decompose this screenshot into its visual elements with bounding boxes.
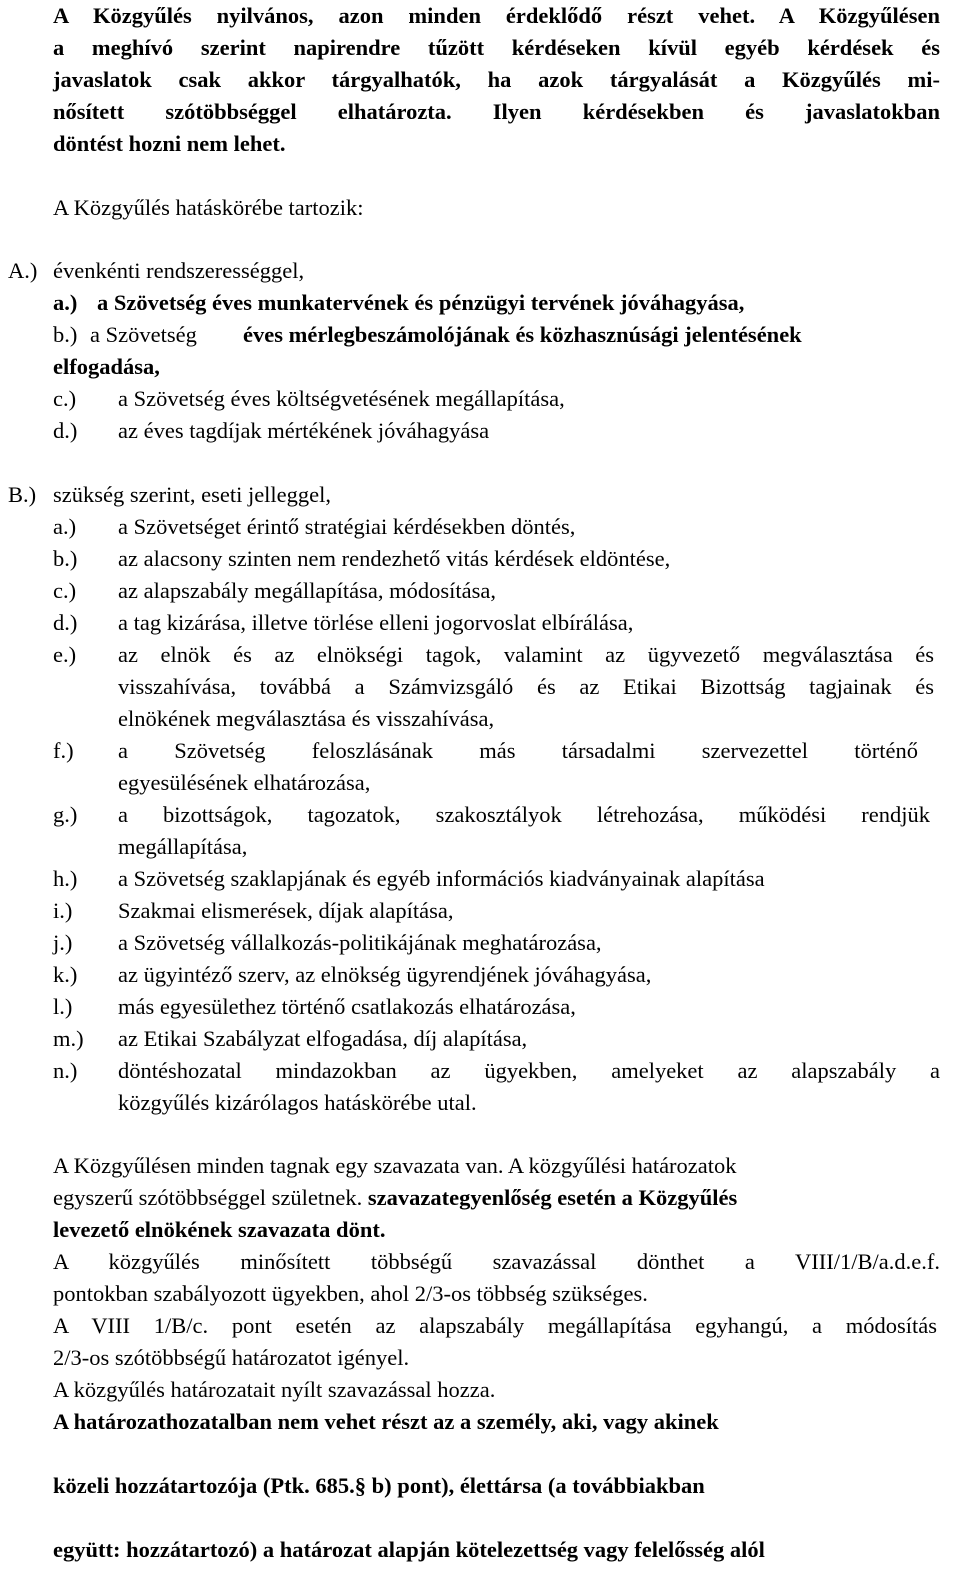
- voting-line: A határozathozatalban nem vehet részt az a személy, aki, vagy akinek: [53, 1409, 719, 1434]
- list-item-text: egyesülésének elhatározása,: [118, 770, 371, 795]
- voting-line: A Közgyűlésen minden tagnak egy szavazata van. A közgyűlési határozatok: [53, 1153, 737, 1178]
- list-item-text: közgyűlés kizárólagos hatáskörébe utal.: [118, 1090, 477, 1115]
- list-item-text: az alacsony szinten nem rendezhető vitás kérdések eldöntése,: [118, 546, 671, 571]
- list-item-text: a Szövetség vállalkozás-politikájának meghatározása,: [118, 930, 602, 955]
- intro-line: nősített szótöbbséggel elhatározta. Ilyen kérdésekben és javaslatokban: [53, 99, 940, 124]
- list-item-label: f.): [53, 738, 74, 763]
- voting-line: közeli hozzátartozója (Ptk. 685.§ b) pont), élettársa (a továbbiakban: [53, 1473, 705, 1498]
- list-item-label: d.): [53, 610, 78, 635]
- section-b-label: B.): [8, 482, 37, 507]
- voting-line: A közgyűlés határozatait nyílt szavazással hozza.: [53, 1377, 496, 1402]
- list-item-label: c.): [53, 578, 77, 603]
- list-item-text: megállapítása,: [118, 834, 248, 859]
- intro-line: döntést hozni nem lehet.: [53, 131, 286, 156]
- list-item-text: a Szövetség: [90, 322, 197, 347]
- list-item-label: a.): [53, 514, 77, 539]
- voting-line: levezető elnökének szavazata dönt.: [53, 1217, 386, 1242]
- list-item-text: az ügyintéző szerv, az elnökség ügyrendjének jóváhagyása,: [118, 962, 652, 987]
- list-item-text: az éves tagdíjak mértékének jóváhagyása: [118, 418, 490, 443]
- list-item-label: b.): [53, 322, 78, 347]
- list-item-text: más egyesülethez történő csatlakozás elhatározása,: [118, 994, 576, 1019]
- intro-line: javaslatok csak akkor tárgyalhatók, ha azok tárgyalását a Közgyűlés mi-: [53, 67, 940, 92]
- list-item-label: h.): [53, 866, 78, 891]
- section-a-title: évenkénti rendszerességgel,: [53, 258, 305, 283]
- list-item-label: k.): [53, 962, 78, 987]
- list-item-label: n.): [53, 1058, 78, 1083]
- list-item-label: e.): [53, 642, 77, 667]
- list-item-label: l.): [53, 994, 73, 1019]
- list-item-label: b.): [53, 546, 78, 571]
- list-item-text: a bizottságok, tagozatok, szakosztályok létrehozása, működési rendjük: [118, 802, 930, 827]
- voting-line: együtt: hozzátartozó) a határozat alapján kötelezettség vagy felelősség alól: [53, 1537, 765, 1562]
- voting-line: A közgyűlés minősített többségű szavazással dönthet a VIII/1/B/a.d.e.f.: [53, 1249, 940, 1274]
- list-item-text: a Szövetség éves munkatervének és pénzügyi tervének jóváhagyása,: [97, 290, 745, 315]
- section-a-label: A.): [8, 258, 38, 283]
- list-item-text: döntéshozatal mindazokban az ügyekben, amelyeket az alapszabály a: [118, 1058, 940, 1083]
- list-item-label: i.): [53, 898, 73, 923]
- list-item-text: a tag kizárása, illetve törlése elleni jogorvoslat elbírálása,: [118, 610, 634, 635]
- list-item-text: éves mérlegbeszámolójának és közhasznúsági jelentésének: [243, 322, 802, 347]
- list-item-text: a Szövetséget érintő stratégiai kérdésekben döntés,: [118, 514, 576, 539]
- list-item-label: g.): [53, 802, 78, 827]
- list-item-text: Szakmai elismerések, díjak alapítása,: [118, 898, 454, 923]
- list-item-text: az Etikai Szabályzat elfogadása, díj alapítása,: [118, 1026, 528, 1051]
- list-item-text: elnökének megválasztása és visszahívása,: [118, 706, 495, 731]
- voting-bold-text: szavazategyenlőség esetén a Közgyűlés: [367, 1185, 738, 1210]
- intro-line: a meghívó szerint napirendre tűzött kérdéseken kívül egyéb kérdések és: [53, 35, 940, 60]
- list-item-label: j.): [53, 930, 73, 955]
- list-item-text: visszahívása, továbbá a Számvizsgáló és az Etikai Bizottság tagjainak és: [118, 674, 934, 699]
- scope-heading: A Közgyűlés hatáskörébe tartozik:: [53, 195, 364, 220]
- voting-line: [53, 1182, 940, 1214]
- list-item-label: m.): [53, 1026, 84, 1051]
- list-item-label: c.): [53, 386, 77, 411]
- list-item-text: elfogadása,: [53, 354, 160, 379]
- voting-line: A VIII 1/B/c. pont esetén az alapszabály megállapítása egyhangú, a módosítás: [53, 1313, 937, 1338]
- list-item-text: az alapszabály megállapítása, módosítása,: [118, 578, 496, 603]
- intro-line: A Közgyűlés nyilvános, azon minden érdeklődő részt vehet. A Közgyűlésen: [53, 3, 940, 28]
- list-item-text: a Szövetség szaklapjának és egyéb információs kiadványainak alapítása: [118, 866, 765, 891]
- list-item-label: a.): [53, 290, 78, 315]
- list-item-text: az elnök és az elnökségi tagok, valamint az ügyvezető megválasztása és: [118, 642, 934, 667]
- section-b-title: szükség szerint, eseti jelleggel,: [53, 482, 332, 507]
- voting-line: pontokban szabályozott ügyekben, ahol 2/3-os többség szükséges.: [53, 1281, 648, 1306]
- voting-line: 2/3-os szótöbbségű határozatot igényel.: [53, 1345, 410, 1370]
- voting-normal-text: egyszerű szótöbbséggel születnek.: [53, 1185, 363, 1210]
- list-item-text: a Szövetség feloszlásának más társadalmi szervezettel történő: [118, 738, 918, 763]
- list-item-text: a Szövetség éves költségvetésének megállapítása,: [118, 386, 565, 411]
- list-item-label: d.): [53, 418, 78, 443]
